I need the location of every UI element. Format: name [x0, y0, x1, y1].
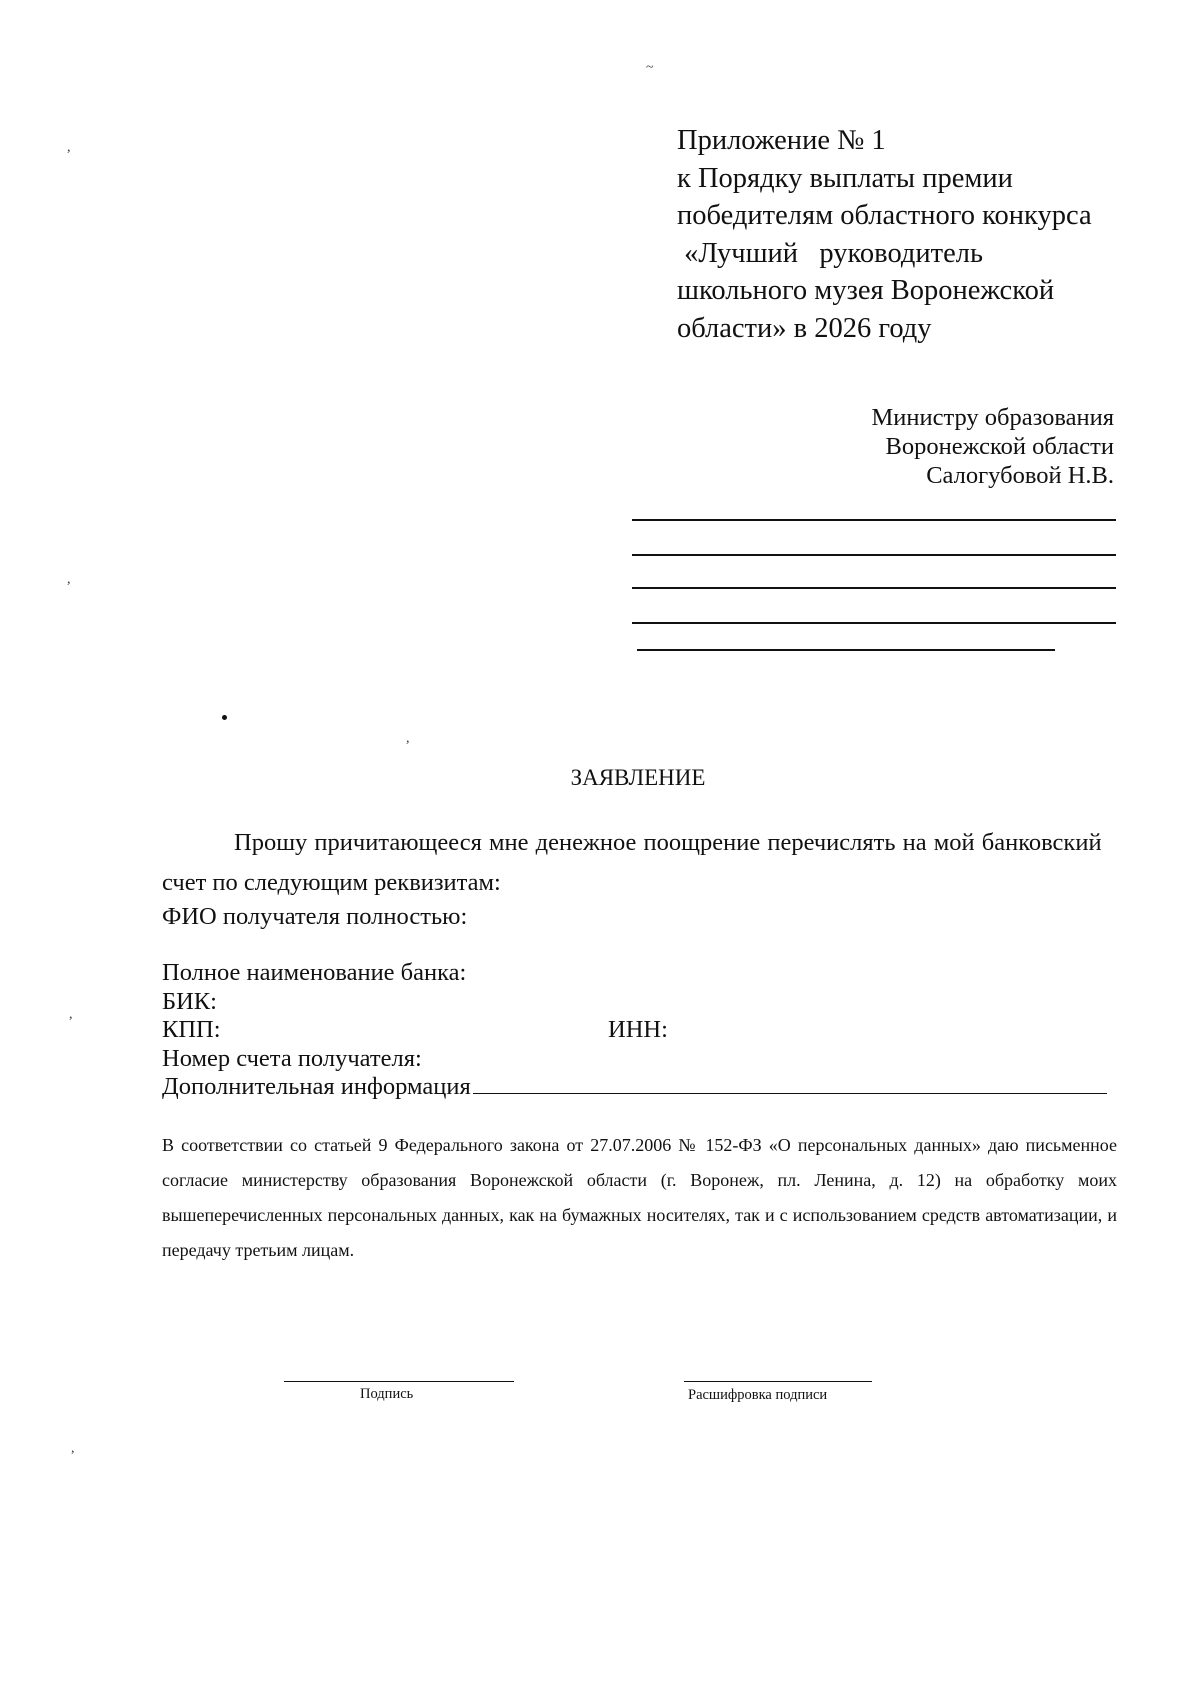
scan-mark: , [406, 731, 410, 746]
document-title: ЗАЯВЛЕНИЕ [570, 765, 706, 790]
kpp-label: КПП: [162, 1016, 221, 1043]
scan-mark: ~ [646, 60, 654, 75]
applicant-line[interactable] [637, 649, 1055, 651]
consent-paragraph: В соответствии со статьей 9 Федерального закона от 27.07.2006 № 152-ФЗ «О персональных данных» даю письменное согласие министерству образования Воронежской области (г. Воронеж, пл. Ленина, д. 12) на обработку моих вышеперечисленных персональных данных, как на бумажных носителях, так и с использованием средств автоматизации, и передачу третьим лицам. [162, 1135, 1117, 1260]
kpp-row [162, 1016, 1107, 1045]
appendix-block [677, 122, 1117, 347]
signature-label: Подпись [360, 1386, 414, 1402]
extra-info-row [162, 1073, 1107, 1102]
scan-mark: , [67, 140, 71, 155]
scan-mark: , [69, 1007, 73, 1022]
addressee-line: Воронежской области [885, 433, 1114, 460]
appendix-line: Приложение № 1 [677, 125, 886, 156]
request-paragraph [162, 823, 1117, 903]
bank-fields [162, 959, 1107, 1102]
inn-label: ИНН: [608, 1016, 668, 1043]
applicant-line[interactable] [632, 587, 1116, 589]
addressee-block [694, 403, 1114, 490]
appendix-line: «Лучший руководитель [677, 237, 983, 269]
appendix-line: к Порядку выплаты премии [677, 162, 1013, 194]
bik-label: БИК: [162, 987, 217, 1015]
appendix-line: победителям областного конкурса [677, 200, 1092, 231]
request-line-1: Прошу причитающееся мне денежное поощрение перечислять на мой банковский [234, 829, 1102, 856]
bank-name-label: Полное наименование банка: [162, 959, 467, 986]
scan-dot [222, 715, 227, 720]
signature-line[interactable] [284, 1381, 514, 1382]
signature-decode-label: Расшифровка подписи [688, 1387, 828, 1403]
applicant-line[interactable] [632, 519, 1116, 521]
appendix-line: области» в 2026 году [677, 312, 932, 344]
extra-info-label: Дополнительная информация [162, 1073, 471, 1100]
extra-info-field[interactable] [473, 1092, 1107, 1094]
appendix-line: школьного музея Воронежской [677, 275, 1055, 306]
addressee-line: Салогубовой Н.В. [926, 462, 1114, 489]
addressee-line: Министру образования [871, 404, 1114, 431]
signature-decode-line[interactable] [684, 1381, 872, 1382]
account-label: Номер счета получателя: [162, 1044, 422, 1072]
request-line-2: счет по следующим реквизитам: [162, 869, 501, 896]
scan-mark: , [67, 572, 71, 587]
fio-label: ФИО получателя полностью: [162, 903, 468, 930]
scan-mark: , [71, 1441, 75, 1456]
applicant-line[interactable] [632, 554, 1116, 556]
applicant-line[interactable] [632, 622, 1116, 624]
